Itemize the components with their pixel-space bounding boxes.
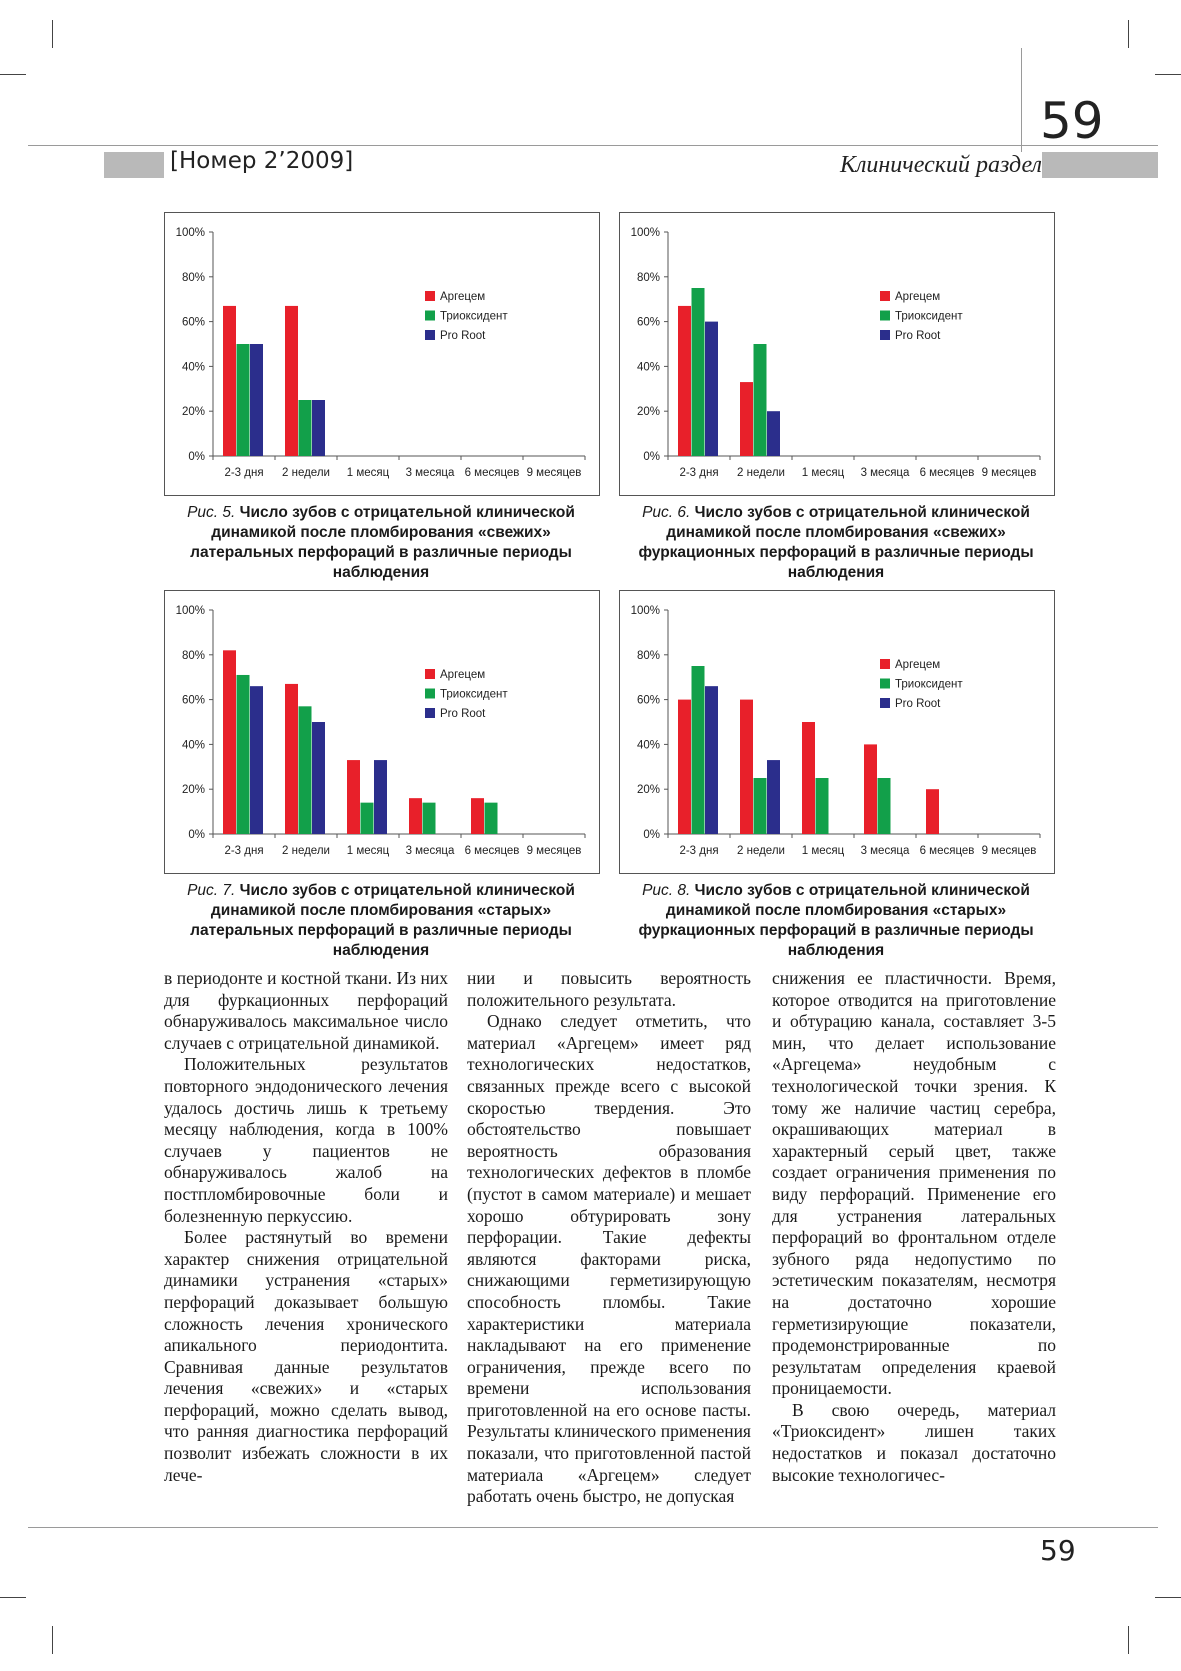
bar	[312, 722, 325, 834]
y-tick-label: 0%	[643, 451, 660, 463]
bar	[754, 344, 767, 456]
bar	[237, 675, 250, 834]
paragraph: Однако следует отметить, что материал «Аргецем» имеет ряд технологических недостатков, связанных прежде всего с высокой скоростью твердения. Это обстоятельство повышает вероятность образования технологических дефектов в пломбе (пустот в самом материале) и мешает хорошо обтурировать зону перфорации. Такие дефекты являются факторами риска, снижающими герметизирующую способность пломбы. Такие характеристики материала накладывают на его применение ограничения, прежде всего по времени использования приготовленной на его основе пасты. Результаты клинического применения показали, что приготовленной пастой материала «Аргецем» следует работать очень быстро, не допуская	[467, 1011, 751, 1507]
text-column-3	[772, 968, 1056, 1486]
legend-label: Триоксидент	[895, 678, 963, 691]
y-tick-label: 80%	[636, 649, 660, 662]
caption-text: Число зубов с отрицательной клинической динамикой после пломбирования «старых» фуркационных перфораций в различные периоды наблюдения	[638, 882, 1034, 959]
legend-swatch	[880, 311, 890, 321]
bar	[705, 322, 718, 456]
legend-swatch	[880, 291, 890, 301]
bar	[299, 706, 312, 834]
x-tick-label: 9 месяцев	[981, 467, 1037, 479]
text-column-1	[164, 968, 448, 1486]
y-tick-label: 100%	[630, 605, 660, 617]
x-tick-label: 2-3 дня	[679, 845, 719, 857]
legend-swatch	[425, 330, 435, 340]
x-tick-label: 1 месяц	[801, 845, 845, 857]
y-tick-label: 60%	[181, 316, 205, 329]
legend-label: Аргецем	[440, 669, 486, 681]
x-tick-label: 2-3 дня	[224, 467, 264, 479]
bar	[285, 306, 298, 456]
chart-svg	[620, 591, 1054, 873]
bar	[926, 789, 939, 834]
caption-fig6	[619, 503, 1053, 583]
crop-mark	[52, 1626, 53, 1654]
x-tick-label: 1 месяц	[801, 467, 845, 479]
bar	[312, 400, 325, 456]
caption-fig-number: Рис. 7.	[187, 882, 236, 899]
legend-label: Pro Root	[895, 330, 941, 342]
footer-rule	[28, 1527, 1158, 1528]
paragraph: В свою очередь, материал «Триоксидент» лишен таких недостатков и показал достаточно высокие технологичес-	[772, 1399, 1056, 1485]
bar	[285, 684, 298, 834]
legend-swatch	[425, 669, 435, 679]
legend-label: Аргецем	[895, 659, 941, 671]
chart-fig7	[164, 590, 600, 874]
bar	[678, 306, 691, 456]
header-accent-bar	[104, 152, 164, 178]
caption-fig-number: Рис. 8.	[642, 882, 691, 899]
x-tick-label: 6 месяцев	[919, 467, 975, 479]
caption-fig7	[164, 881, 598, 961]
y-tick-label: 80%	[181, 649, 205, 662]
legend-swatch	[425, 311, 435, 321]
bar	[678, 700, 691, 834]
x-tick-label: 9 месяцев	[981, 845, 1037, 857]
x-tick-label: 1 месяц	[346, 845, 390, 857]
crop-mark	[52, 20, 53, 48]
crop-mark	[1128, 1626, 1129, 1654]
bar	[409, 798, 422, 834]
y-tick-label: 60%	[636, 316, 660, 329]
bar	[767, 411, 780, 456]
bar	[250, 686, 263, 834]
bar	[485, 803, 498, 834]
text-column-2	[467, 968, 751, 1508]
bar	[250, 344, 263, 456]
crop-mark	[1155, 1597, 1181, 1598]
bar	[740, 700, 753, 834]
bar	[361, 803, 374, 834]
x-tick-label: 9 месяцев	[526, 467, 582, 479]
legend-label: Аргецем	[895, 291, 941, 303]
y-tick-label: 40%	[181, 739, 205, 752]
bar	[878, 778, 891, 834]
y-tick-label: 40%	[181, 361, 205, 374]
legend-label: Pro Root	[895, 698, 941, 710]
paragraph: Положительных результатов повторного эндодонического лечения удалось достичь лишь к третьему месяцу наблюдения, когда в 100% случаев у пациентов не обнаруживалось жалоб на постпломбировочные боли и болезненную перкуссию.	[164, 1054, 448, 1226]
x-tick-label: 2 недели	[737, 467, 785, 479]
section-title: Клинический раздел	[840, 152, 1042, 178]
crop-mark	[1155, 74, 1181, 75]
legend-swatch	[880, 330, 890, 340]
x-tick-label: 2 недели	[282, 845, 330, 857]
x-tick-label: 1 месяц	[346, 467, 390, 479]
y-tick-label: 20%	[181, 406, 205, 419]
page-number-top: 59	[1040, 92, 1104, 150]
y-tick-label: 60%	[636, 694, 660, 707]
bar	[754, 778, 767, 834]
y-tick-label: 100%	[175, 605, 205, 617]
crop-mark	[1128, 20, 1129, 48]
bar	[347, 760, 360, 834]
y-tick-label: 100%	[630, 227, 660, 239]
x-tick-label: 3 месяца	[405, 845, 455, 857]
x-tick-label: 2-3 дня	[679, 467, 719, 479]
caption-text: Число зубов с отрицательной клинической динамикой после пломбирования «старых» латеральных перфораций в различные периоды наблюдения	[190, 882, 575, 959]
paragraph: нии и повысить вероятность положительного результата.	[467, 968, 751, 1010]
bar	[692, 288, 705, 456]
bar	[299, 400, 312, 456]
caption-text: Число зубов с отрицательной клинической динамикой после пломбирования «свежих» латеральных перфораций в различные периоды наблюдения	[190, 504, 575, 581]
chart-svg	[620, 213, 1054, 495]
y-tick-label: 80%	[181, 271, 205, 284]
chart-svg	[165, 591, 599, 873]
y-tick-label: 40%	[636, 739, 660, 752]
y-tick-label: 20%	[181, 784, 205, 797]
caption-fig-number: Рис. 6.	[642, 504, 691, 521]
caption-fig8	[619, 881, 1053, 961]
bar	[223, 650, 236, 834]
bar	[223, 306, 236, 456]
paragraph: в периодонте и костной ткани. Из них для фуркационных перфораций обнаруживалось максимальное число случаев с отрицательной динамикой.	[164, 968, 448, 1053]
legend-label: Pro Root	[440, 708, 486, 720]
y-tick-label: 100%	[175, 227, 205, 239]
legend-label: Триоксидент	[440, 688, 508, 701]
legend-label: Триоксидент	[440, 310, 508, 323]
header-divider	[1021, 48, 1022, 152]
crop-mark	[0, 1597, 26, 1598]
x-tick-label: 2 недели	[737, 845, 785, 857]
legend-swatch	[425, 689, 435, 699]
x-tick-label: 6 месяцев	[919, 845, 975, 857]
bar	[692, 666, 705, 834]
bar	[471, 798, 484, 834]
y-tick-label: 20%	[636, 406, 660, 419]
paragraph: Более растянутый во времени характер снижения отрицательной динамики устранения «старых» перфораций доказывает большую сложность лечения хронического апикального периодонтита. Сравнивая данные результатов лечения «свежих» и «старых перфораций, можно сделать вывод, что ранняя диагностика перфораций позволит избежать сложности в их лече-	[164, 1227, 448, 1485]
bar	[423, 803, 436, 834]
legend-swatch	[880, 679, 890, 689]
bar	[374, 760, 387, 834]
caption-fig-number: Рис. 5.	[187, 504, 236, 521]
y-tick-label: 0%	[188, 829, 205, 841]
chart-fig6	[619, 212, 1055, 496]
bar	[237, 344, 250, 456]
bar	[864, 744, 877, 834]
y-tick-label: 60%	[181, 694, 205, 707]
chart-fig8	[619, 590, 1055, 874]
y-tick-label: 20%	[636, 784, 660, 797]
x-tick-label: 6 месяцев	[464, 845, 520, 857]
chart-svg	[165, 213, 599, 495]
x-tick-label: 3 месяца	[405, 467, 455, 479]
caption-fig5	[164, 503, 598, 583]
x-tick-label: 3 месяца	[860, 845, 910, 857]
legend-swatch	[880, 698, 890, 708]
header-rule	[28, 145, 1158, 146]
crop-mark	[0, 74, 26, 75]
header-accent-bar	[1042, 152, 1158, 178]
chart-fig5	[164, 212, 600, 496]
bar	[816, 778, 829, 834]
x-tick-label: 2-3 дня	[224, 845, 264, 857]
bar	[767, 760, 780, 834]
issue-label: [Номер 2’2009]	[170, 148, 354, 174]
page-number-bottom: 59	[1040, 1534, 1076, 1567]
legend-swatch	[880, 659, 890, 669]
caption-text: Число зубов с отрицательной клинической динамикой после пломбирования «свежих» фуркационных перфораций в различные периоды наблюдения	[638, 504, 1034, 581]
legend-swatch	[425, 291, 435, 301]
bar	[802, 722, 815, 834]
y-tick-label: 40%	[636, 361, 660, 374]
x-tick-label: 3 месяца	[860, 467, 910, 479]
legend-label: Триоксидент	[895, 310, 963, 323]
legend-label: Аргецем	[440, 291, 486, 303]
legend-swatch	[425, 708, 435, 718]
bar	[705, 686, 718, 834]
bar	[740, 382, 753, 456]
legend-label: Pro Root	[440, 330, 486, 342]
x-tick-label: 6 месяцев	[464, 467, 520, 479]
y-tick-label: 80%	[636, 271, 660, 284]
y-tick-label: 0%	[643, 829, 660, 841]
x-tick-label: 2 недели	[282, 467, 330, 479]
y-tick-label: 0%	[188, 451, 205, 463]
paragraph: снижения ее пластичности. Время, которое отводится на приготовление и обтурацию канала, составляет 3-5 мин, что делает использование «Аргецема» неудобным с технологической точки зрения. К тому же наличие частиц серебра, окрашивающих материал в характерный серый цвет, также создает ограничения применения по виду перфораций. Применение его для устранения латеральных перфораций во фронтальном отделе зубного ряда недопустимо по эстетическим показателям, несмотря на достаточно хорошие герметизирующие показатели, продемонстрированные по результатам определения краевой проницаемости.	[772, 968, 1056, 1399]
x-tick-label: 9 месяцев	[526, 845, 582, 857]
